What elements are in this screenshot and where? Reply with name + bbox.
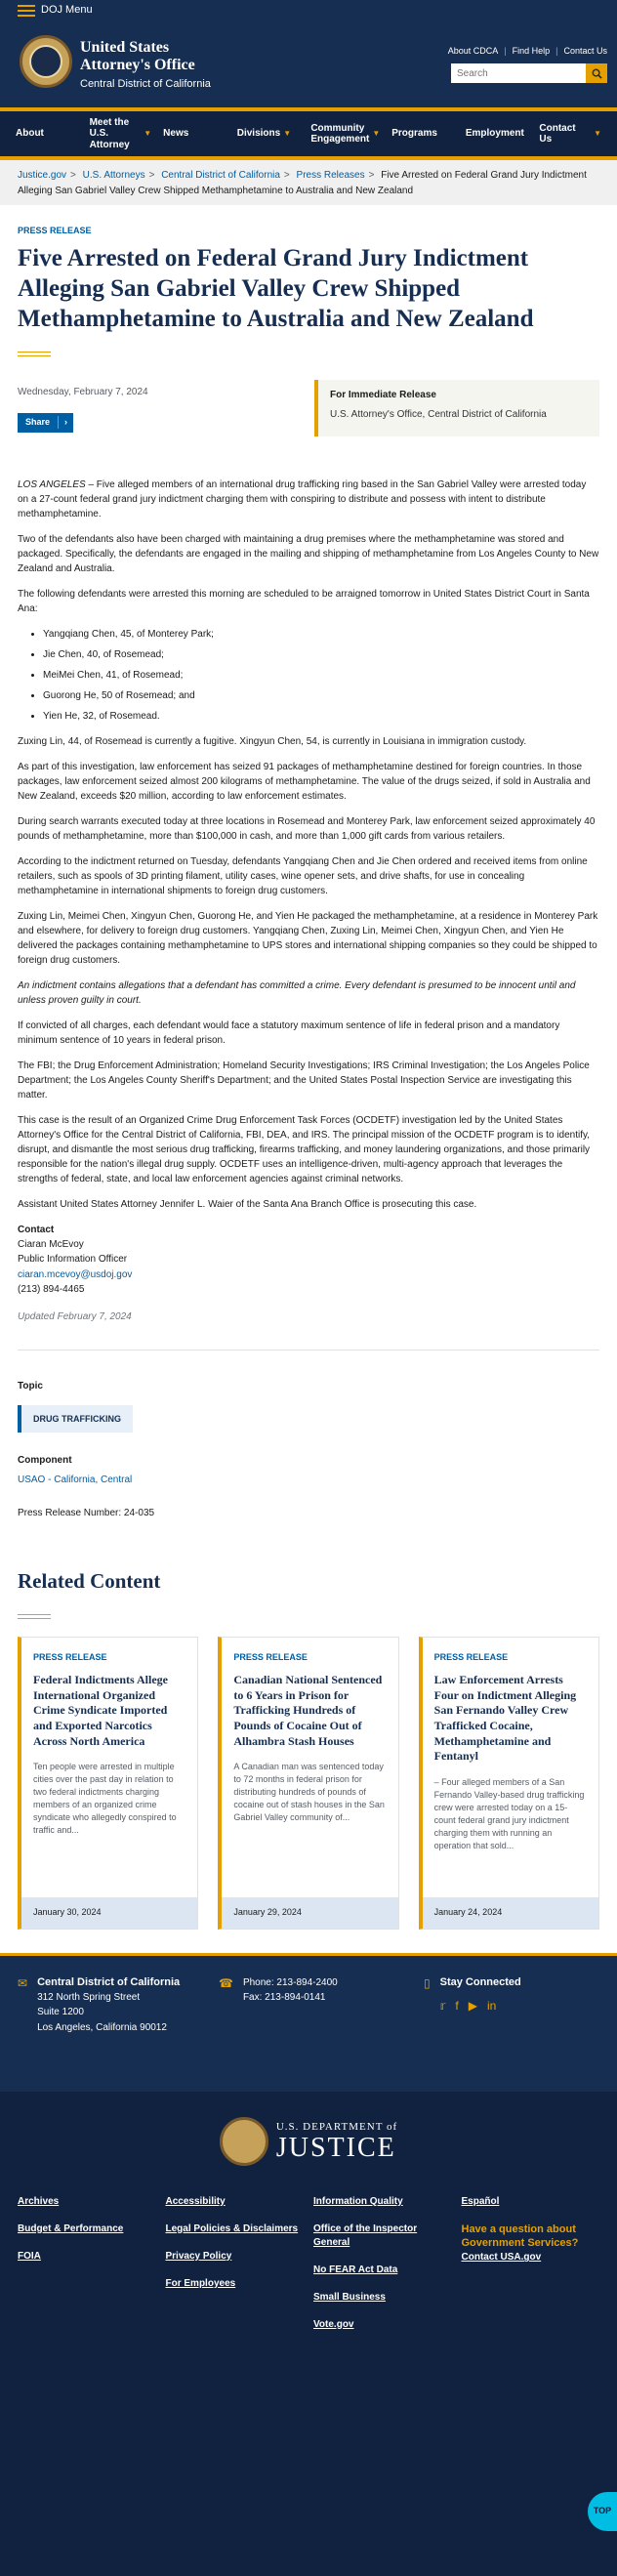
paragraph: Zuxing Lin, 44, of Rosemead is currently a fugitive. Xingyun Chen, 54, is currently in Louisiana in immigration custody. xyxy=(18,735,527,747)
footer-link[interactable]: For Employees xyxy=(165,2277,236,2289)
breadcrumb-link[interactable]: Central District of California xyxy=(161,170,280,181)
paragraph: The following defendants were arrested this morning are scheduled to be arraigned tomorrow in United States District Court in Santa Ana: xyxy=(18,588,590,614)
main-nav xyxy=(0,107,617,160)
mail-icon: ✉ xyxy=(18,1975,28,1990)
contact-email-link[interactable]: ciaran.mcevoy@usdoj.gov xyxy=(18,1268,133,1280)
address-line: Los Angeles, California 90012 xyxy=(37,2021,167,2033)
paragraph: As part of this investigation, law enforcement has seized 91 packages of methamphetamine destined for foreign countries. In those packages, law enforcement seized almost 200 kilograms of methamphetamine. The value of the drugs seized, if sold in Australia and New Zealand, exceeds $20 million, according to law enforcement estimates. xyxy=(18,761,591,802)
contact-block xyxy=(18,1237,599,1298)
utility-about[interactable]: About CDCA xyxy=(447,46,499,56)
contact-heading: Contact xyxy=(18,1224,55,1235)
footer-address xyxy=(18,1975,219,2092)
paragraph: During search warrants executed today at three locations in Rosemead and Monterey Park, law enforcement seized approximately 40 pounds of methamphetamine, more than $100,000 in cash, and more than 1,000 gift cards from various retailers. xyxy=(18,815,596,842)
article-eyebrow: PRESS RELEASE xyxy=(18,226,92,235)
list-item: • Yangqiang Chen, 45, of Monterey Park; xyxy=(43,627,599,642)
card-date: January 24, 2024 xyxy=(423,1897,598,1929)
chevron-down-icon: ▼ xyxy=(283,129,292,139)
footer-contact xyxy=(0,1953,617,2092)
back-to-top-button[interactable]: TOP xyxy=(588,2492,617,2531)
stay-connected-label: Stay Connected xyxy=(439,1975,521,1988)
paragraph: Two of the defendants also have been charged with maintaining a drug premises where the methamphetamine was stored and packaged. Specifically, the defendants are engaged in the mailing and shipping of methamphetamine from Los Angeles County to New Zealand and Australia. xyxy=(18,533,599,574)
twitter-icon[interactable]: 𝕣 xyxy=(439,1998,446,2013)
paragraph-disclaimer: An indictment contains allegations that a defendant has committed a crime. Every defendant is presumed to be innocent until and unless proven guilty in court. xyxy=(18,979,576,1006)
component-link[interactable]: USAO - California, Central xyxy=(18,1475,133,1486)
breadcrumb-sep: > xyxy=(368,170,375,181)
release-source: U.S. Attorney's Office, Central District of California xyxy=(330,408,547,420)
doj-menu-bar[interactable] xyxy=(0,0,617,21)
page-title: Five Arrested on Federal Grand Jury Indictment Alleging San Gabriel Valley Crew Shipped Methamphetamine to Australia and New Zealand xyxy=(18,244,534,332)
contact-phone: (213) 894-4465 xyxy=(18,1284,85,1296)
chevron-right-icon: › xyxy=(58,416,73,429)
card-date: January 30, 2024 xyxy=(21,1897,197,1929)
card-date: January 29, 2024 xyxy=(222,1897,397,1929)
nav-label: Meet the U.S. Attorney xyxy=(89,116,130,150)
nav-contact-us[interactable] xyxy=(533,123,607,145)
updated-date: Updated February 7, 2024 xyxy=(18,1310,132,1322)
breadcrumb-link[interactable]: U.S. Attorneys xyxy=(82,170,145,181)
nav-label: News xyxy=(163,128,189,140)
paragraph-text: – Five alleged members of an international drug trafficking ring based in the San Gabriel Valley were arrested today on a 27-count federal grand jury indictment charging them with conspiring to distribute and possess with intent to distribute methamphetamine. xyxy=(18,478,587,519)
site-title-line2: Attorney's Office xyxy=(80,56,195,73)
nav-employment[interactable] xyxy=(460,128,534,140)
fax-number: Fax: 213-894-0141 xyxy=(242,1992,326,2004)
utility-sep: | xyxy=(555,46,558,56)
card-eyebrow: PRESS RELEASE xyxy=(33,1651,107,1662)
card-eyebrow: PRESS RELEASE xyxy=(233,1651,308,1662)
breadcrumb-link[interactable]: Justice.gov xyxy=(18,170,67,181)
address-line: Suite 1200 xyxy=(37,2007,84,2018)
paragraph: According to the indictment returned on Tuesday, defendants Yangqiang Chen and Jie Chen ordered and received items from online retailers, such as spools of 3D printing filament, utility cases, wine opener sets, and drive shafts, for use in concealing methamphetamine in international shipments to foreign drug customers. xyxy=(18,855,588,896)
list-item: • Jie Chen, 40, of Rosemead; xyxy=(43,647,599,662)
breadcrumb-sep: > xyxy=(283,170,290,181)
site-title-district: Central District of California xyxy=(80,78,211,91)
share-label: Share xyxy=(25,417,51,428)
related-card[interactable] xyxy=(218,1637,398,1930)
press-release-number: Press Release Number: 24-035 xyxy=(18,1508,155,1519)
list-item: • Yien He, 32, of Rosemead. xyxy=(43,709,599,724)
footer-link[interactable]: Legal Policies & Disclaimers xyxy=(165,2223,299,2234)
facebook-icon[interactable]: f xyxy=(455,1998,459,2013)
contact-usa-link[interactable]: Contact USA.gov xyxy=(461,2252,542,2264)
site-footer xyxy=(0,1953,617,2576)
footer-link[interactable]: Archives xyxy=(18,2195,60,2207)
footer-link[interactable]: Small Business xyxy=(313,2291,386,2303)
utility-find-help[interactable]: Find Help xyxy=(512,46,551,56)
site-header xyxy=(0,21,617,107)
release-title: For Immediate Release xyxy=(330,389,436,400)
chevron-down-icon: ▼ xyxy=(594,129,601,139)
related-heading: Related Content xyxy=(18,1569,161,1594)
utility-contact[interactable]: Contact Us xyxy=(563,46,607,56)
search-icon xyxy=(592,68,602,79)
article-date: Wednesday, February 7, 2024 xyxy=(18,386,148,397)
social-links xyxy=(440,1998,521,2015)
mobile-icon: ▯ xyxy=(424,1975,431,1990)
breadcrumb-current: Five Arrested on Federal Grand Jury Indictment Alleging San Gabriel Valley Crew Shipped Methamphetamine to Australia and New Zealand xyxy=(18,170,587,196)
related-accent xyxy=(18,1614,51,1619)
article-meta xyxy=(18,380,599,436)
footer-link[interactable]: Information Quality xyxy=(313,2195,403,2207)
nav-divisions[interactable] xyxy=(231,128,306,140)
chevron-down-icon: ▼ xyxy=(372,129,381,139)
nav-about[interactable] xyxy=(10,128,84,140)
card-desc: Ten people were arrested in multiple cities over the past day in relation to two federal indictments charging members of an organized crime syndicate who allegedly conspired to traffic and... xyxy=(33,1762,177,1836)
footer-link[interactable]: Privacy Policy xyxy=(165,2250,232,2262)
youtube-icon[interactable]: ▶ xyxy=(468,1998,477,2013)
chevron-down-icon: ▼ xyxy=(144,129,152,139)
dateline: LOS ANGELES xyxy=(18,478,86,490)
paragraph: The FBI; the Drug Enforcement Administration; Homeland Security Investigations; IRS Criminal Investigation; the Los Angeles Police Department; the Los Angeles County Sheriff's Department; and the United States Postal Inspection Service are investigating this matter. xyxy=(18,1059,590,1101)
related-card[interactable] xyxy=(419,1637,599,1930)
footer-phone xyxy=(219,1975,424,2092)
nav-news[interactable] xyxy=(157,128,231,140)
nav-label: About xyxy=(16,128,44,140)
list-item: • MeiMei Chen, 41, of Rosemead; xyxy=(43,668,599,683)
phone-number[interactable]: Phone: 213-894-2400 xyxy=(242,1976,338,1988)
footer-link[interactable]: Office of the Inspector General xyxy=(313,2223,418,2248)
nav-label: Divisions xyxy=(236,128,281,140)
phone-icon: ☎ xyxy=(219,1975,233,1990)
nav-programs[interactable] xyxy=(386,128,460,140)
breadcrumb-sep: > xyxy=(148,170,155,181)
linkedin-icon[interactable]: in xyxy=(487,1998,497,2013)
nav-label: Programs xyxy=(391,128,437,140)
card-eyebrow: PRESS RELEASE xyxy=(433,1651,509,1662)
services-question: Have a question about Government Services? xyxy=(461,2223,579,2250)
paragraph: Zuxing Lin, Meimei Chen, Xingyun Chen, Guorong He, and Yien He packaged the methamphetamine, at a residence in Monterey Park and elsewhere, for delivery to foreign drug customers. Yangqiang Chen, Zuxing Lin, Meimei Chen, Xingyun Chen, and Yien He delivered the packages containing methamphetamine to UPS stores and international shipping companies so they could be shipped to foreign drug customers. xyxy=(18,910,598,966)
footer-link[interactable]: FOIA xyxy=(18,2250,41,2262)
related-card[interactable] xyxy=(18,1637,198,1930)
search-form xyxy=(451,63,607,83)
card-title[interactable]: Law Enforcement Arrests Four on Indictment Alleging San Fernando Valley Crew Trafficked Cocaine, Methamphetamine and Fentanyl xyxy=(433,1673,577,1764)
search-input[interactable] xyxy=(451,63,586,83)
release-box xyxy=(314,380,599,436)
nav-label: Community Engagement xyxy=(310,122,370,145)
doj-logo-small: U.S. DEPARTMENT of xyxy=(275,2120,398,2133)
doj-seal-icon[interactable] xyxy=(20,35,72,88)
topic-heading: Topic xyxy=(18,1380,43,1392)
footer-link[interactable]: Accessibility xyxy=(165,2195,226,2207)
contact-name: Ciaran McEvoy xyxy=(18,1238,84,1250)
topic-tag[interactable]: DRUG TRAFFICKING xyxy=(18,1405,133,1433)
breadcrumb-sep: > xyxy=(70,170,76,181)
menu-icon[interactable] xyxy=(18,5,35,17)
paragraph: If convicted of all charges, each defendant would face a statutory maximum sentence of life in federal prison and a mandatory minimum sentence of 10 years in federal prison. xyxy=(18,1019,560,1046)
card-desc: A Canadian man was sentenced today to 72 months in federal prison for distributing hundreds of pounds of cocaine out of stash houses in the San Gabriel Valley community of... xyxy=(233,1762,385,1823)
utility-sep: | xyxy=(504,46,507,56)
footer-social xyxy=(424,1975,521,2092)
share-button[interactable] xyxy=(18,413,73,433)
utility-links xyxy=(448,45,607,58)
title-accent xyxy=(18,352,51,356)
card-desc: – Four alleged members of a San Fernando Valley-based drug trafficking crew were arrested today on a 15-count federal grand jury indictment charging them with running an operation that sold... xyxy=(433,1776,585,1850)
related-cards xyxy=(18,1637,599,1930)
search-button[interactable] xyxy=(586,63,607,83)
nav-label: Employment xyxy=(465,128,524,140)
article-body xyxy=(18,478,599,1324)
component-heading: Component xyxy=(18,1455,72,1467)
article xyxy=(0,225,617,1930)
site-title-line1: United States xyxy=(80,39,170,56)
footer-link[interactable]: Budget & Performance xyxy=(18,2223,124,2234)
breadcrumb-link[interactable]: Press Releases xyxy=(296,170,365,181)
doj-logo-big: JUSTICE xyxy=(275,2133,396,2164)
nav-meet-us-attorney[interactable] xyxy=(84,117,158,151)
footer-link-espanol[interactable]: Español xyxy=(461,2195,500,2207)
contact-title: Public Information Officer xyxy=(18,1254,128,1266)
card-title[interactable]: Canadian National Sentenced to 6 Years in Prison for Trafficking Hundreds of Pounds of Cocaine Out of Alhambra Stash Houses xyxy=(233,1673,383,1748)
footer-links xyxy=(18,2195,599,2332)
doj-menu-label[interactable]: DOJ Menu xyxy=(41,4,93,17)
paragraph: Assistant United States Attorney Jennifer L. Waier of the Santa Ana Branch Office is prosecuting this case. xyxy=(18,1198,477,1210)
footer-link[interactable]: Vote.gov xyxy=(313,2318,354,2330)
footer-link[interactable]: No FEAR Act Data xyxy=(313,2264,398,2275)
site-title[interactable] xyxy=(80,39,211,93)
defendant-list xyxy=(43,627,599,724)
footer-lower xyxy=(0,2092,617,2576)
paragraph xyxy=(18,478,599,521)
address-line: 312 North Spring Street xyxy=(37,1991,141,2003)
doj-logo[interactable] xyxy=(18,2117,599,2166)
doj-seal-icon xyxy=(220,2117,268,2166)
footer-office-name: Central District of California xyxy=(37,1975,181,1988)
card-title[interactable]: Federal Indictments Allege International Organized Crime Syndicate Imported and Exported Narcotics Across North America xyxy=(33,1673,168,1748)
paragraph: This case is the result of an Organized Crime Drug Enforcement Task Forces (OCDETF) investigation led by the United States Attorney's Office for the Central District of California, FBI, DEA, and IRS. The principal mission of the OCDETF program is to identify, disrupt, and dismantle the most serious drug trafficking, firearms trafficking, and money laundering organizations, and those primarily responsible for the nation's illegal drug supply. OCDETF uses an intelligence-driven, multi-agency approach that leverages the strengths of federal, state, and local law enforcement agencies against criminal networks. xyxy=(18,1114,591,1184)
list-item: • Guorong He, 50 of Rosemead; and xyxy=(43,688,599,703)
nav-label: Contact Us xyxy=(539,122,576,145)
breadcrumb xyxy=(0,160,617,205)
nav-community-engagement[interactable] xyxy=(305,123,386,145)
